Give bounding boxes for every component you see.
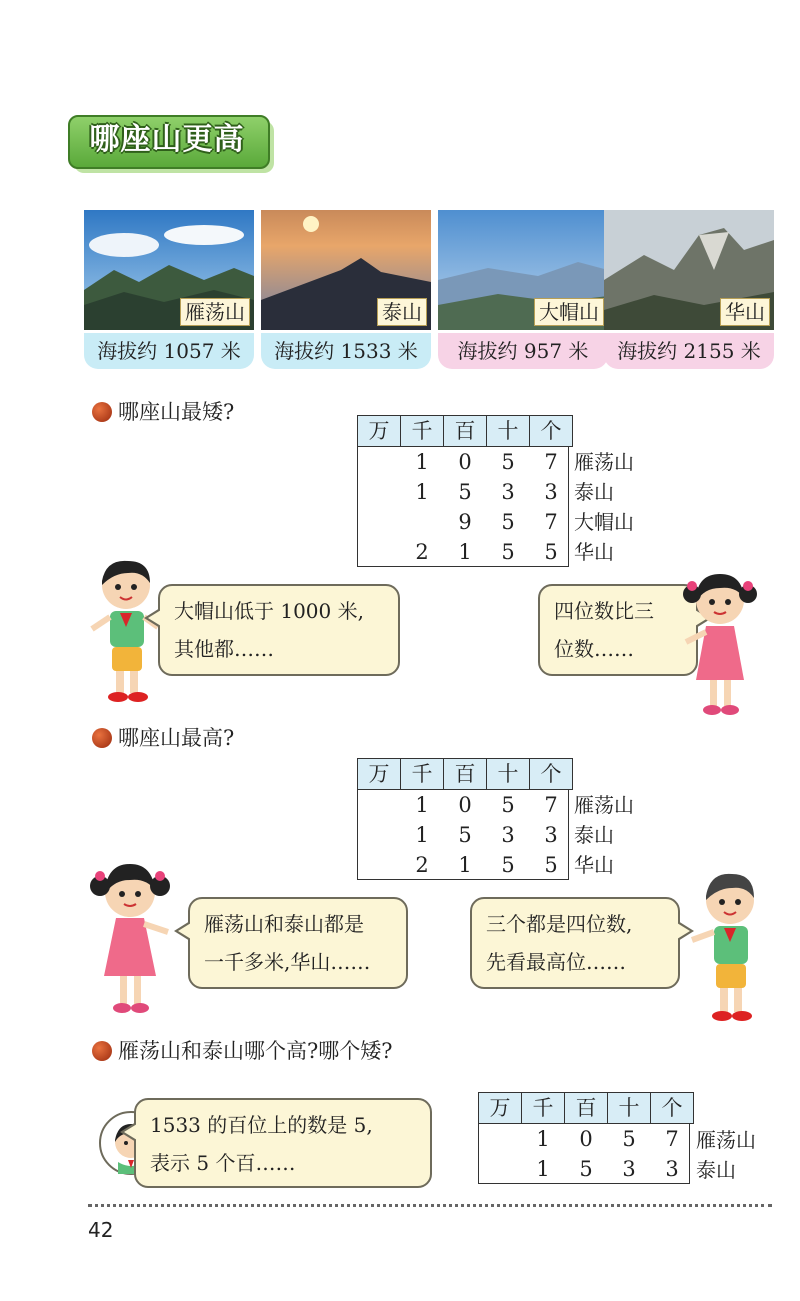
table-row: 1 0 5 7: [415, 450, 558, 474]
section-title-banner: [68, 115, 278, 175]
table-row: 2 1 5 5: [415, 540, 558, 564]
bubble-line: 位数……: [554, 637, 634, 661]
altitude-card: 海拔约 1533 米: [261, 333, 431, 369]
footer-divider: [88, 1204, 772, 1207]
header-qian: 千: [401, 416, 444, 447]
bubble-line: 三个都是四位数,: [486, 912, 633, 936]
bubble-line: 表示 5 个百……: [150, 1151, 296, 1175]
bubble-line: 1533 的百位上的数是 5,: [150, 1113, 373, 1137]
header-qian: 千: [401, 759, 444, 790]
photo-taishan: [261, 210, 431, 330]
table-row: 1 5 3 3: [415, 823, 558, 847]
bubble-line: 一千多米,华山……: [204, 950, 371, 974]
header-shi: 十: [487, 416, 530, 447]
header-wan: 万: [358, 416, 401, 447]
table-row: 1 5 3 3: [415, 480, 558, 504]
bubble-line: 其他都……: [174, 637, 274, 661]
page-number: 42: [88, 1218, 114, 1242]
table-row: 1 0 5 7: [536, 1127, 679, 1151]
place-value-table-3: [478, 1092, 694, 1184]
row-label: 泰山: [574, 823, 614, 847]
girl-character: [88, 858, 174, 1028]
mountain-name-label: 泰山: [377, 298, 427, 326]
speech-bubble-boy: [158, 584, 400, 676]
altitude-card: 海拔约 1057 米: [84, 333, 254, 369]
altitude-card: 海拔约 2155 米: [604, 333, 774, 369]
bullet-icon: [92, 402, 112, 422]
table-row: 2 1 5 5: [415, 853, 558, 877]
bullet-icon: [92, 1041, 112, 1061]
header-ge: 个: [530, 416, 573, 447]
speech-bubble-avatar: [134, 1098, 432, 1188]
table-row: 1 0 5 7: [415, 793, 558, 817]
mountain-name-label: 华山: [720, 298, 770, 326]
table-row: 1 5 3 3: [536, 1157, 679, 1181]
row-label: 雁荡山: [696, 1128, 756, 1152]
header-ge: 个: [651, 1093, 694, 1124]
header-qian: 千: [522, 1093, 565, 1124]
place-value-table-1: [357, 415, 573, 567]
question-text: 雁荡山和泰山哪个高?哪个矮?: [118, 1039, 393, 1063]
bullet-icon: [92, 728, 112, 748]
bubble-line: 四位数比三: [554, 599, 654, 623]
header-shi: 十: [487, 759, 530, 790]
row-label: 华山: [574, 853, 614, 877]
bubble-line: 雁荡山和泰山都是: [204, 912, 364, 936]
mountain-name-label: 大帽山: [534, 298, 604, 326]
mountain-name-label: 雁荡山: [180, 298, 250, 326]
question-text: 哪座山最高?: [118, 726, 235, 750]
speech-bubble-boy: [470, 897, 680, 989]
speech-bubble-girl: [188, 897, 408, 989]
bubble-line: 先看最高位……: [486, 950, 626, 974]
photo-huashan: [604, 210, 774, 330]
row-label: 大帽山: [574, 510, 634, 534]
question-tallest: [92, 724, 234, 752]
header-bai: 百: [444, 416, 487, 447]
row-label: 华山: [574, 540, 614, 564]
speech-bubble-girl: [538, 584, 698, 676]
girl-character: [680, 568, 760, 728]
header-wan: 万: [358, 759, 401, 790]
row-label: 泰山: [696, 1158, 736, 1182]
boy-character: [686, 868, 770, 1033]
altitude-card: 海拔约 957 米: [438, 333, 608, 369]
question-compare: [92, 1037, 393, 1065]
boy-character: [88, 555, 168, 710]
question-text: 哪座山最矮?: [118, 400, 235, 424]
row-label: 雁荡山: [574, 793, 634, 817]
row-label: 泰山: [574, 480, 614, 504]
question-shortest: [92, 398, 234, 426]
header-ge: 个: [530, 759, 573, 790]
row-label: 雁荡山: [574, 450, 634, 474]
header-bai: 百: [444, 759, 487, 790]
photo-yandangshan: [84, 210, 254, 330]
header-shi: 十: [608, 1093, 651, 1124]
place-value-table-2: [357, 758, 573, 880]
header-wan: 万: [479, 1093, 522, 1124]
header-bai: 百: [565, 1093, 608, 1124]
table-row: 9 5 7: [458, 510, 558, 534]
bubble-line: 大帽山低于 1000 米,: [174, 599, 364, 623]
photo-damaoshan: [438, 210, 608, 330]
page-title: 哪座山更高: [89, 122, 245, 157]
